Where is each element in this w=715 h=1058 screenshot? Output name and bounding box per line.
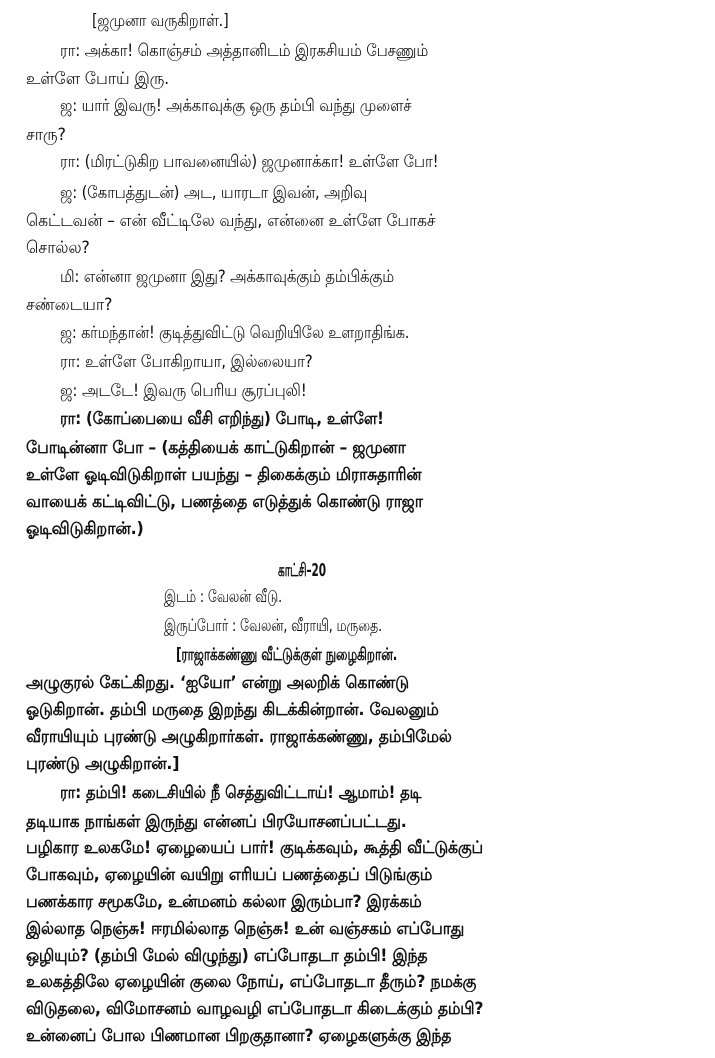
- text-line: ஜ: யார் இவரு! அக்காவுக்கு ஒரு தம்பி வந்து முளைச்: [60, 96, 412, 116]
- text-line: போகவும், ஏழையின் வயிறு எரியப் பணத்தைப் பிடுங்கும்: [26, 865, 433, 885]
- text-line: தடியாக நாங்கள் இருந்து என்னப் பிரயோசனப்பட்டது.: [26, 812, 407, 832]
- text-line: ஓடிவிடுகிறான்.): [26, 519, 144, 539]
- text-line: ஜ: (கோபத்துடன்) அட, யாரடா இவன், அறிவு: [60, 183, 368, 203]
- text-line: [ஜமுனா வருகிறாள்.]: [92, 11, 229, 31]
- text-line: ஜ: அடடே! இவரு பெரிய சூரப்புலி!: [60, 381, 307, 401]
- text-line: போடின்னா போ – (கத்தியைக் காட்டுகிறான் – ஜமுனா: [26, 438, 406, 458]
- text-line: பணக்கார சமூகமே, உன்மனம் கல்லா இரும்பா? இரக்கம்: [26, 892, 422, 912]
- text-line: ஓடுகிறான். தம்பி மருதை இறந்து கிடக்கின்றான். வேலனும்: [26, 700, 439, 720]
- text-line: இருப்போர் : வேலன், வீராயி, மருதை.: [164, 616, 382, 636]
- text-line: விடுதலை, விமோசனம் வாழவழி எப்போதடா கிடைக்கும் தம்பி?: [26, 999, 484, 1019]
- text-line: ஜ: கர்மந்தான்! குடித்துவிட்டு வெறியிலே உளறாதிங்க.: [60, 323, 410, 343]
- text-line: சண்டையா?: [26, 295, 113, 315]
- text-line: வாயைக் கட்டிவிட்டு, பணத்தை எடுத்துக் கொண்டு ராஜா: [26, 492, 423, 512]
- text-line: சாரு?: [26, 125, 66, 145]
- text-line: [ராஜாக்கண்ணு வீட்டுக்குள் நுழைகிறான்.: [176, 645, 398, 665]
- text-line: மி: என்னா ஜமுனா இது? அக்காவுக்கும் தம்பிக்கும்: [60, 267, 394, 287]
- text-line: அழுகுரல் கேட்கிறது. ‘ஐயோ’ என்று அலறிக் கொண்டு: [26, 673, 409, 693]
- text-line: இல்லாத நெஞ்சு! ஈரமில்லாத நெஞ்சு! உன் வஞ்சகம் எப்போது: [26, 919, 465, 939]
- text-line: இடம் : வேலன் வீடு.: [164, 587, 282, 607]
- text-line: புரண்டு அழுகிறான்.]: [26, 754, 180, 774]
- scene-heading: காட்சி–20: [278, 560, 326, 581]
- text-line: ஒழியும்? (தம்பி மேல் விழுந்து) எப்போதடா தம்பி! இந்த: [26, 946, 428, 966]
- text-line: ரா: தம்பி! கடைசியில் நீ செத்துவிட்டாய்! ஆமாம்! தடி: [60, 783, 422, 803]
- text-line: கெட்டவன் – என் வீட்டிலே வந்து, என்னை உள்ளே போகச்: [26, 211, 436, 231]
- text-line: உன்னைப் போல பிணமான பிறகுதானா? ஏழைகளுக்கு இந்த: [26, 1026, 452, 1046]
- text-line: பழிகார உலகமே! ஏழையைப் பார்! குடிக்கவும், கூத்தி வீட்டுக்குப்: [26, 838, 483, 858]
- text-line: உலகத்திலே ஏழையின் குலை நோய், எப்போதடா தீரும்? நமக்கு: [26, 972, 477, 992]
- text-line: சொல்ல?: [26, 238, 90, 258]
- text-line: ரா: (மிரட்டுகிற பாவனையில்) ஜமுனாக்கா! உள்ளே போ!: [60, 152, 439, 172]
- text-line: ரா: (கோப்பையை வீசி எறிந்து) போடி, உள்ளே!: [60, 409, 384, 429]
- text-line: ரா: அக்கா! கொஞ்சம் அத்தானிடம் இரகசியம் பேசணும்: [60, 41, 429, 61]
- text-line: உள்ளே போய் இரு.: [26, 69, 170, 89]
- text-line: ரா: உள்ளே போகிறாயா, இல்லையா?: [60, 352, 313, 372]
- text-line: உள்ளே ஓடிவிடுகிறாள் பயந்து – திகைக்கும் மிராசுதாரின்: [26, 465, 422, 485]
- text-line: வீராயியும் புரண்டு அழுகிறார்கள். ராஜாக்கண்ணு, தம்பிமேல்: [26, 727, 452, 747]
